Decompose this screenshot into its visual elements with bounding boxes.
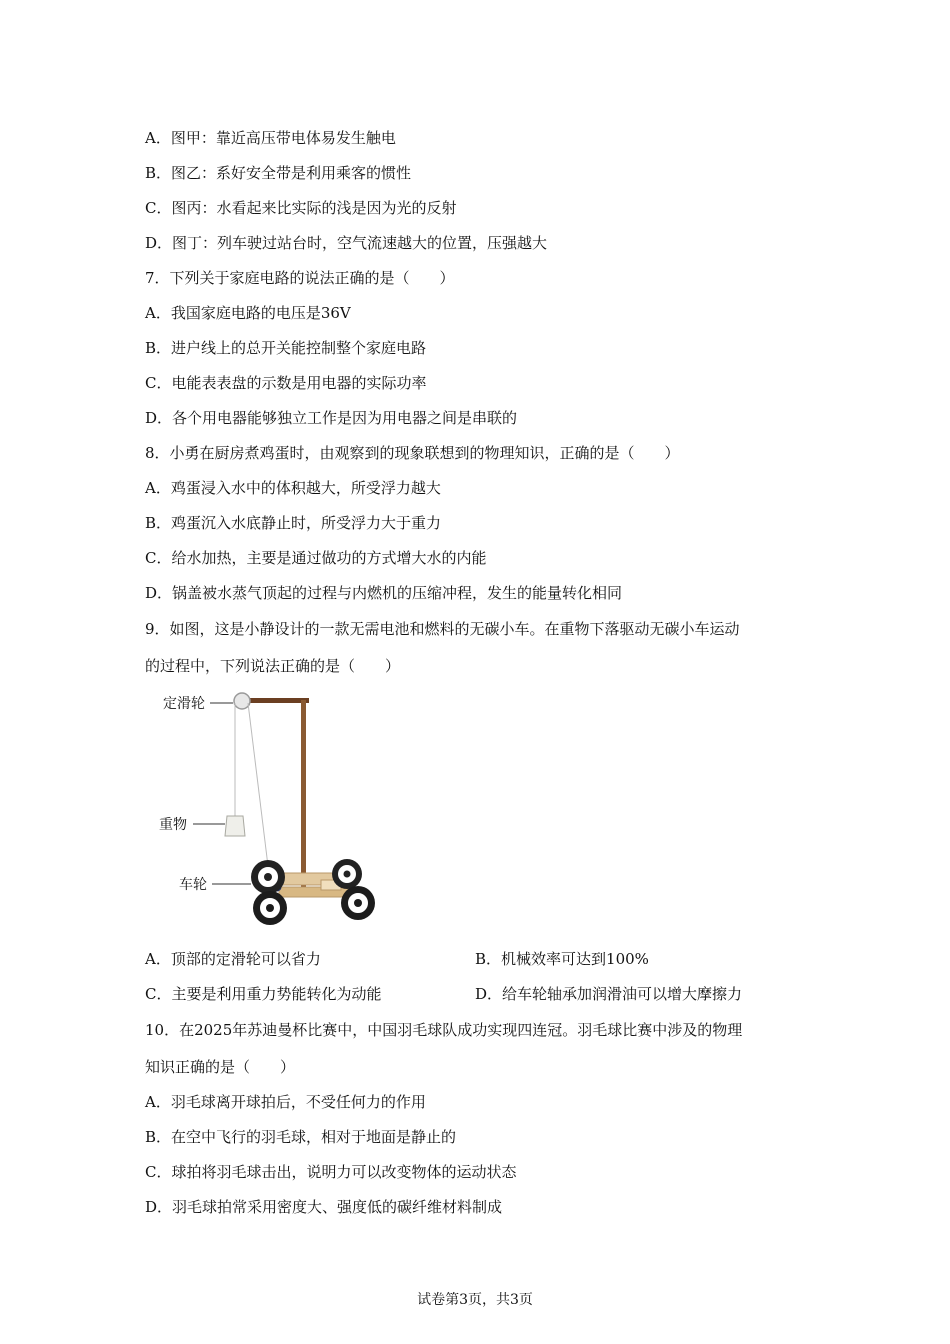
- q7-option-b: B．进户线上的总开关能控制整个家庭电路: [145, 339, 427, 357]
- wheel-front-right: [341, 886, 375, 920]
- wheel-back-left: [251, 860, 285, 894]
- pulley-wheel: [234, 693, 250, 709]
- q10-stem-line2: 知识正确的是（ ）: [145, 1058, 296, 1076]
- weight-block: [225, 816, 245, 836]
- weight-label: 重物: [159, 817, 187, 833]
- vertical-post: [301, 700, 306, 890]
- q7-option-d: D．各个用电器能够独立工作是因为用电器之间是串联的: [145, 409, 518, 427]
- page-footer: 试卷第3页，共3页: [417, 1292, 533, 1308]
- wheel-back-right: [332, 859, 362, 889]
- q6-option-c: C．图丙：水看起来比实际的浅是因为光的反射: [145, 199, 457, 217]
- carbon-free-car-figure: [155, 688, 395, 928]
- q6-option-b: B．图乙：系好安全带是利用乘客的惯性: [145, 164, 412, 182]
- wheel-label: 车轮: [179, 877, 207, 893]
- wheel-front-left: [253, 891, 287, 925]
- q10-option-c: C．球拍将羽毛球击出，说明力可以改变物体的运动状态: [145, 1163, 517, 1181]
- q10-option-b: B．在空中飞行的羽毛球，相对于地面是静止的: [145, 1128, 457, 1146]
- q7-stem: 7．下列关于家庭电路的说法正确的是（ ）: [145, 269, 455, 287]
- string-to-axle: [248, 703, 268, 866]
- q7-option-a: A．我国家庭电路的电压是36V: [145, 304, 351, 322]
- q9-option-c: C．主要是利用重力势能转化为动能: [145, 985, 382, 1003]
- q6-option-a: A．图甲：靠近高压带电体易发生触电: [145, 129, 396, 147]
- q7-option-c: C．电能表表盘的示数是用电器的实际功率: [145, 374, 427, 392]
- q9-option-b: B．机械效率可达到100%: [475, 950, 649, 968]
- q8-option-b: B．鸡蛋沉入水底静止时，所受浮力大于重力: [145, 514, 442, 532]
- q10-option-a: A．羽毛球离开球拍后，不受任何力的作用: [145, 1093, 426, 1111]
- q10-option-d: D．羽毛球拍常采用密度大、强度低的碳纤维材料制成: [145, 1198, 503, 1216]
- q8-stem: 8．小勇在厨房煮鸡蛋时，由观察到的现象联想到的物理知识，正确的是（ ）: [145, 444, 680, 462]
- q6-option-d: D．图丁：列车驶过站台时，空气流速越大的位置，压强越大: [145, 234, 548, 252]
- q9-stem-line1: 9．如图，这是小静设计的一款无需电池和燃料的无碳小车。在重物下落驱动无碳小车运动: [145, 620, 740, 638]
- q8-option-c: C．给水加热，主要是通过做功的方式增大水的内能: [145, 549, 487, 567]
- q9-option-a: A．顶部的定滑轮可以省力: [145, 950, 321, 968]
- q10-stem-line1: 10．在2025年苏迪曼杯比赛中，中国羽毛球队成功实现四连冠。羽毛球比赛中涉及的物理: [145, 1021, 743, 1039]
- q8-option-d: D．锅盖被水蒸气顶起的过程与内燃机的压缩冲程，发生的能量转化相同: [145, 584, 623, 602]
- q9-option-d: D．给车轮轴承加润滑油可以增大摩擦力: [475, 985, 743, 1003]
- q9-stem-line2: 的过程中，下列说法正确的是（ ）: [145, 657, 401, 675]
- pulley-label: 定滑轮: [163, 696, 205, 712]
- q8-option-a: A．鸡蛋浸入水中的体积越大，所受浮力越大: [145, 479, 441, 497]
